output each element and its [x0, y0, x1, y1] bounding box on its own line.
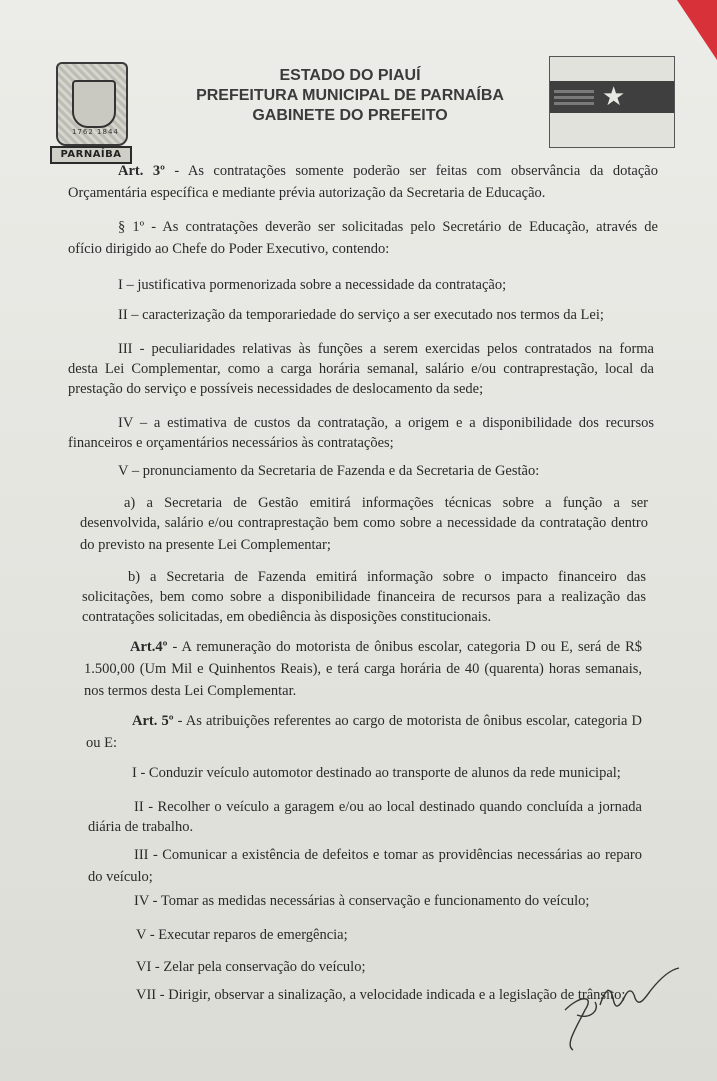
handwritten-signature — [555, 950, 685, 1060]
item-iii-line1: III - peculiaridades relativas às funções a serem exercidas pelos contratados na forma — [118, 341, 654, 357]
header-municipality: PREFEITURA MUNICIPAL DE PARNAÍBA — [196, 87, 504, 104]
par1-line1: § 1º - As contratações deverão ser solicitadas pelo Secretário de Educação, através de — [118, 219, 658, 235]
art4-label: Art.4º — [130, 639, 168, 655]
item-va-line3: do previsto na presente Lei Complementar; — [80, 537, 331, 553]
art4-text1: - A remuneração do motorista de ônibus escolar, categoria D ou E, será de R$ — [167, 639, 642, 655]
art5-item-iii-line1: III - Comunicar a existência de defeitos e tomar as providências necessárias ao reparo — [134, 847, 642, 863]
flag-star-icon: ★ — [602, 82, 626, 112]
art5-item-v: V - Executar reparos de emergência; — [136, 927, 348, 943]
item-va-line2: desenvolvida, salário e/ou contraprestação bem como sobre a necessidade da contratação dentro — [80, 515, 648, 531]
item-i: I – justificativa pormenorizada sobre a necessidade da contratação; — [118, 277, 507, 293]
art5-line1 — [132, 712, 642, 730]
coat-year: 1762 1844 — [72, 128, 119, 136]
art3-text1: - As contratações somente poderão ser feitas com observância da dotação — [164, 163, 658, 179]
art5-item-i: I - Conduzir veículo automotor destinado ao transporte de alunos da rede municipal; — [132, 765, 621, 781]
item-iii-line3: prestação do serviço e possíveis necessidades de deslocamento da sede; — [68, 381, 484, 397]
coat-banner: PARNAÍBA — [50, 146, 132, 164]
art5-item-ii-line1: II - Recolher o veículo a garagem e/ou ao local destinado quando concluída a jornada — [134, 799, 642, 815]
art5-label: Art. 5º — [132, 713, 174, 729]
item-iii-line2: desta Lei Complementar, como a carga horária semanal, salário e/ou contraprestação, local da — [68, 361, 654, 377]
art4-line1 — [130, 638, 642, 656]
art4-line3: nos termos desta Lei Complementar. — [84, 683, 297, 699]
art3-line2: Orçamentária específica e mediante prévia autorização da Secretaria de Educação. — [68, 185, 546, 201]
art5-item-vi: VI - Zelar pela conservação do veículo; — [136, 959, 366, 975]
item-vb-line3: contratações solicitadas, em obediência às disposições constitucionais. — [82, 609, 492, 625]
art5-line2: ou E: — [86, 735, 118, 751]
item-iv-line2: financeiros e orçamentários necessários às contratações; — [68, 435, 394, 451]
item-iv-line1: IV – a estimativa de custos da contratação, a origem e a disponibilidade dos recursos — [118, 415, 654, 431]
art4-line2: 1.500,00 (Um Mil e Quinhentos Reais), e terá carga horária de 40 (quarenta) horas semanais, — [84, 661, 642, 677]
art5-item-ii-line2: diária de trabalho. — [88, 819, 194, 835]
header-office: GABINETE DO PREFEITO — [252, 107, 448, 124]
art5-item-iv: IV - Tomar as medidas necessárias à conservação e funcionamento do veículo; — [134, 893, 590, 909]
art5-item-vii: VII - Dirigir, observar a sinalização, a velocidade indicada e a legislação de trânsito; — [136, 987, 626, 1003]
item-vb-line1: b) a Secretaria de Fazenda emitirá informação sobre o impacto financeiro das — [128, 569, 646, 585]
item-v: V – pronunciamento da Secretaria de Fazenda e da Secretaria de Gestão: — [118, 463, 540, 479]
art3-line1 — [118, 162, 658, 180]
header-state: ESTADO DO PIAUÍ — [279, 67, 421, 84]
item-va-line1: a) a Secretaria de Gestão emitirá informações técnicas sobre a função a ser — [124, 495, 648, 511]
item-ii: II – caracterização da temporariedade do serviço a ser executado nos termos da Lei; — [118, 307, 604, 323]
art3-label: Art. 3º — [118, 163, 165, 179]
par1-line2: ofício dirigido ao Chefe do Poder Executivo, contendo: — [68, 241, 390, 257]
item-vb-line2: solicitações, bem como sobre a disponibilidade financeira de recursos para a realização das — [82, 589, 646, 605]
art5-text1: - As atribuições referentes ao cargo de motorista de ônibus escolar, categoria D — [173, 713, 642, 729]
art5-item-iii-line2: do veículo; — [88, 869, 153, 885]
